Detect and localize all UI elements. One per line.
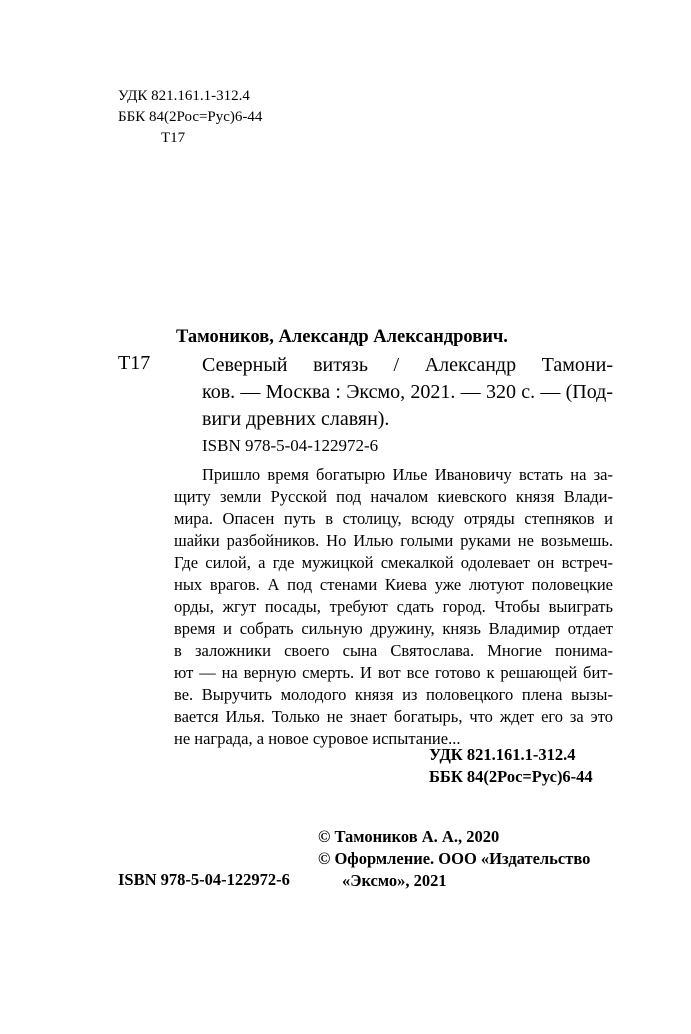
classification-codes-top xyxy=(118,86,262,149)
udk-code: УДК 821.161.1-312.4 xyxy=(429,745,576,764)
classification-codes-bottom xyxy=(429,744,593,788)
bib-line: виги древних славян). xyxy=(202,408,390,430)
isbn-bottom: ISBN 978-5-04-122972-6 xyxy=(118,870,290,889)
author-cipher-top: Т17 xyxy=(161,130,186,146)
annotation-line: мира. Опасен путь в столицу, всюду отряды степняков и xyxy=(174,509,613,528)
isbn: ISBN 978-5-04-122972-6 xyxy=(202,436,379,455)
udk-code: УДК 821.161.1-312.4 xyxy=(118,88,250,104)
bbk-code: ББК 84(2Рос=Рус)6-44 xyxy=(118,109,263,125)
annotation-line: время и собрать сильную дружину, князь Владимир отдает xyxy=(174,619,613,638)
annotation-line: щиту земли Русской под началом киевского князя Влади- xyxy=(174,487,613,506)
annotation-line: не награда, а новое суровое испытание... xyxy=(174,729,461,748)
bib-line: Северный витязь / Александр Тамони- xyxy=(202,354,613,376)
bbk-code: ББК 84(2Рос=Рус)6-44 xyxy=(429,767,593,786)
copyright-publisher: «Эксмо», 2021 xyxy=(342,871,447,890)
annotation-line: Где силой, а где мужицкой смекалкой одолевает он встреч- xyxy=(174,553,613,572)
copyright-block xyxy=(318,826,590,892)
annotation-line: ют — на верную смерть. И вот все готово к решающей бит- xyxy=(174,663,613,682)
bib-line: ков. — Москва : Эксмо, 2021. — 320 с. — (Под- xyxy=(202,381,613,403)
bibliographic-description xyxy=(202,352,613,433)
annotation-line: орды, жгут посады, требуют сдать город. Чтобы выиграть xyxy=(174,597,613,616)
author-cipher: Т17 xyxy=(118,352,151,374)
annotation-line: ных врагов. А под стенами Киева уже лютуют половецкие xyxy=(174,575,613,594)
copyright-design: © Оформление. ООО «Издательство xyxy=(318,849,591,868)
annotation-line: ве. Выручить молодого князя из половецкого плена вызы- xyxy=(174,685,613,704)
annotation-line: в заложники своего сына Святослава. Многие понима- xyxy=(174,641,613,660)
annotation-line: Пришло время богатырю Илье Ивановичу встать на за- xyxy=(202,465,613,484)
annotation xyxy=(174,464,613,750)
annotation-line: вается Илья. Только не знает богатырь, что ждет его за это xyxy=(174,707,613,726)
copyright-author: © Тамоников А. А., 2020 xyxy=(318,827,500,846)
author-heading: Тамоников, Александр Александрович. xyxy=(176,327,508,347)
annotation-line: шайки разбойников. Но Илью голыми руками не возьмешь. xyxy=(174,531,613,550)
